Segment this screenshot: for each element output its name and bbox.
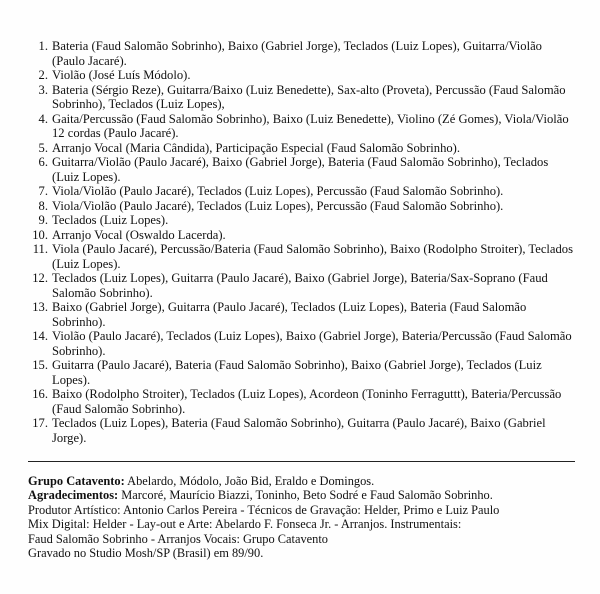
track-item	[30, 141, 575, 156]
section-divider	[28, 461, 575, 462]
producer-credit-line: Produtor Artístico: Antonio Carlos Pereira - Técnicos de Gravação: Helder, Primo e Luiz Paulo	[28, 502, 500, 517]
track-number: 1.	[38, 39, 48, 53]
agradecimentos-label: Agradecimentos:	[28, 488, 119, 503]
track-item	[30, 112, 575, 141]
track-item	[30, 184, 575, 199]
track-number: 8.	[38, 198, 48, 213]
track-number: 15.	[32, 358, 48, 372]
track-musicians: Viola (Paulo Jacaré), Percussão/Bateria (Faud Salomão Sobrinho), Baixo (Rodolpho Stroiter), Teclados (Luiz Lopes).	[52, 242, 574, 271]
track-musicians: Viola/Violão (Paulo Jacaré), Teclados (Luiz Lopes), Percussão (Faud Salomão Sobrinho).	[52, 184, 504, 198]
track-number: 7.	[38, 184, 48, 198]
album-credits	[28, 474, 588, 560]
track-item	[30, 228, 575, 243]
track-number: 13.	[32, 300, 48, 314]
track-musicians: Arranjo Vocal (Oswaldo Lacerda).	[52, 227, 226, 242]
track-item	[30, 155, 575, 184]
track-item	[30, 271, 575, 300]
track-item	[30, 358, 575, 387]
track-musicians: Violão (José Luís Módolo).	[52, 68, 191, 82]
mix-credit-line: Mix Digital: Helder - Lay-out e Arte: Abelardo F. Fonseca Jr. - Arranjos. Instrumentais:	[28, 517, 462, 532]
track-number: 9.	[38, 213, 48, 227]
track-number: 3.	[38, 82, 48, 97]
track-item	[30, 387, 575, 416]
track-item	[30, 416, 575, 445]
track-number: 12.	[32, 271, 48, 285]
track-credits-list	[30, 39, 575, 445]
arrangements-credit-line: Faud Salomão Sobrinho - Arranjos Vocais: Grupo Catavento	[28, 531, 328, 546]
track-number: 5.	[38, 140, 48, 155]
track-musicians: Guitarra/Violão (Paulo Jacaré), Baixo (Gabriel Jorge), Bateria (Faud Salomão Sobrinho), Teclados (Luiz Lopes).	[52, 155, 549, 184]
track-musicians: Baixo (Gabriel Jorge), Guitarra (Paulo Jacaré), Teclados (Luiz Lopes), Bateria (Faud Salomão Sobrinho).	[52, 300, 527, 329]
track-musicians: Baixo (Rodolpho Stroiter), Teclados (Luiz Lopes), Acordeon (Toninho Ferraguttt), Bateria/Percussão (Faud Salomão Sobrinho).	[52, 387, 562, 416]
track-musicians: Viola/Violão (Paulo Jacaré), Teclados (Luiz Lopes), Percussão (Faud Salomão Sobrinho).	[52, 198, 504, 213]
track-item	[30, 213, 575, 228]
track-musicians: Arranjo Vocal (Maria Cândida), Participação Especial (Faud Salomão Sobrinho).	[52, 140, 461, 155]
track-musicians: Violão (Paulo Jacaré), Teclados (Luiz Lopes), Baixo (Gabriel Jorge), Bateria/Percussão (Faud Salomão Sobrinho).	[52, 329, 572, 358]
track-item	[30, 39, 575, 68]
track-number: 16.	[32, 387, 48, 401]
track-musicians: Bateria (Sérgio Reze), Guitarra/Baixo (Luiz Benedette), Sax-alto (Proveta), Percussão (Faud Salomão Sobrinho), Teclados (Luiz Lopes),	[52, 82, 566, 111]
track-musicians: Teclados (Luiz Lopes), Bateria (Faud Salomão Sobrinho), Guitarra (Paulo Jacaré), Baixo (Gabriel Jorge).	[52, 416, 546, 445]
recording-credit-line: Gravado no Studio Mosh/SP (Brasil) em 89/90.	[28, 546, 264, 561]
track-musicians: Teclados (Luiz Lopes), Guitarra (Paulo Jacaré), Baixo (Gabriel Jorge), Bateria/Sax-Soprano (Faud Salomão Sobrinho).	[52, 271, 548, 300]
agradecimentos-line	[28, 488, 588, 502]
track-item	[30, 68, 575, 83]
grupo-members: Abelardo, Módolo, João Bid, Eraldo e Domingos.	[124, 474, 375, 488]
agradecimentos-names: Marcoré, Maurício Biazzi, Toninho, Beto Sodré e Faud Salomão Sobrinho.	[118, 488, 493, 503]
track-item	[30, 199, 575, 214]
track-item	[30, 83, 575, 112]
track-number: 11.	[32, 242, 48, 256]
track-number: 17.	[32, 416, 48, 430]
grupo-label: Grupo Catavento:	[28, 474, 125, 488]
track-number: 4.	[38, 111, 48, 126]
track-item	[30, 329, 575, 358]
track-number: 10.	[32, 227, 48, 242]
track-item	[30, 242, 575, 271]
track-musicians: Gaita/Percussão (Faud Salomão Sobrinho), Baixo (Luiz Benedette), Violino (Zé Gomes), Viola/Violão 12 cordas (Paulo Jacaré).	[52, 111, 569, 140]
track-musicians: Teclados (Luiz Lopes).	[52, 213, 169, 227]
track-number: 2.	[38, 68, 48, 82]
track-musicians: Guitarra (Paulo Jacaré), Bateria (Faud Salomão Sobrinho), Baixo (Gabriel Jorge), Teclados (Luiz Lopes).	[52, 358, 542, 387]
track-musicians: Bateria (Faud Salomão Sobrinho), Baixo (Gabriel Jorge), Teclados (Luiz Lopes), Guitarra/Violão (Paulo Jacaré).	[52, 39, 542, 68]
track-number: 6.	[38, 155, 48, 169]
grupo-catavento-line	[28, 474, 588, 488]
track-item	[30, 300, 575, 329]
track-number: 14.	[32, 329, 48, 343]
